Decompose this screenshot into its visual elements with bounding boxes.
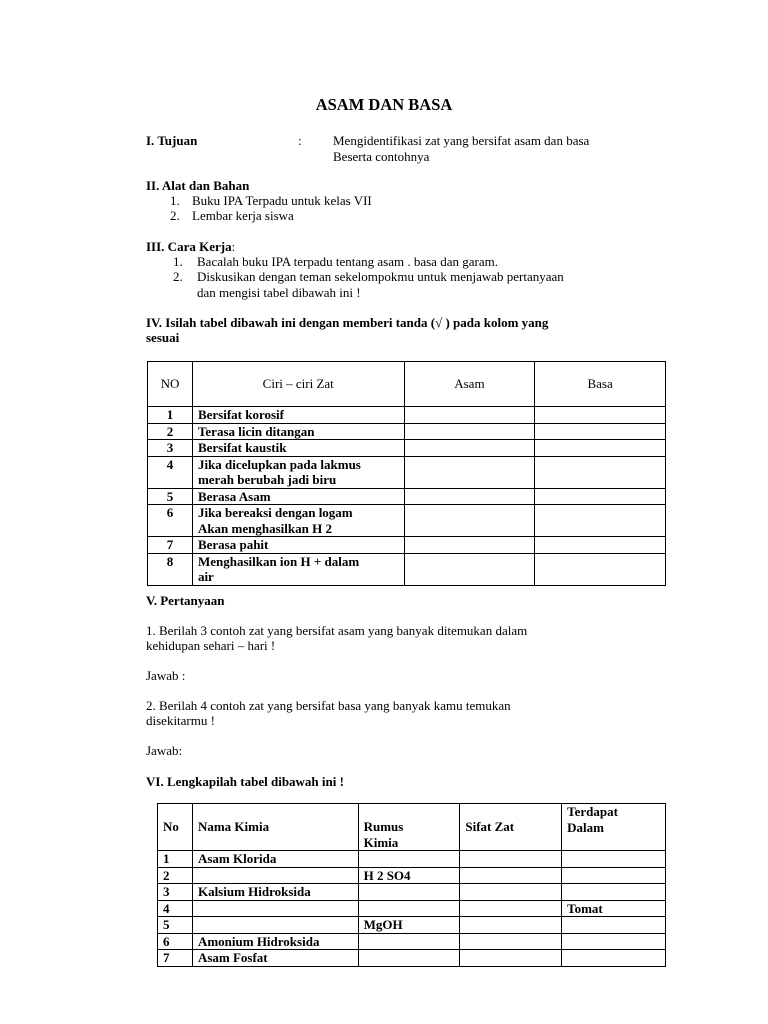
table-row [148,440,666,457]
header-ciri: Ciri – ciri Zat [192,362,404,407]
table-row [158,950,666,967]
asam-check-cell[interactable] [404,505,535,537]
table-row [158,884,666,901]
row-sifat[interactable] [460,950,562,967]
cara-item-2-cont: dan mengisi tabel dibawah ini ! [197,285,361,300]
table-row [158,900,666,917]
row-ciri-line2: Akan menghasilkan H 2 [197,520,332,536]
row-nama[interactable]: Amonium Hidroksida [192,933,358,950]
row-ciri: Bersifat korosif [192,407,404,424]
characteristics-table [147,361,666,586]
row-no: 8 [148,553,193,585]
asam-check-cell[interactable] [404,553,535,585]
row-terdapat[interactable] [562,950,666,967]
cara-item-2-num: 2. [173,269,183,284]
question2-line1: 2. Berilah 4 contoh zat yang bersifat basa yang banyak kamu temukan [146,698,511,713]
basa-check-cell[interactable] [535,537,666,554]
row-terdapat[interactable] [562,867,666,884]
asam-check-cell[interactable] [404,537,535,554]
page-title: ASAM DAN BASA [315,95,453,114]
row-rumus[interactable] [358,933,460,950]
cara-heading-text: III. Cara Kerja [146,239,232,254]
row-no: 4 [148,456,193,488]
section4-line2: sesuai [146,330,180,345]
header-basa: Basa [535,362,666,407]
table-row [148,505,666,537]
table-row [158,867,666,884]
row-ciri: Terasa licin ditangan [192,423,404,440]
tujuan-colon: : [298,133,302,148]
row-no: 3 [158,884,193,901]
row-rumus[interactable]: H 2 SO4 [358,867,460,884]
tujuan-label: I. Tujuan [146,133,198,148]
row-no: 7 [158,950,193,967]
row-ciri: Bersifat kaustik [192,440,404,457]
row-terdapat[interactable]: Tomat [562,900,666,917]
header-nama: Nama Kimia [192,804,358,851]
header-rumus [358,804,460,851]
section5-heading: V. Pertanyaan [146,593,225,608]
row-nama[interactable] [192,900,358,917]
row-no: 2 [158,867,193,884]
header-no: No [158,804,193,851]
row-no: 1 [158,851,193,868]
basa-check-cell[interactable] [535,553,666,585]
row-ciri: Berasa pahit [192,537,404,554]
row-no: 4 [158,900,193,917]
asam-check-cell[interactable] [404,423,535,440]
row-sifat[interactable] [460,917,562,934]
section4-line1: IV. Isilah tabel dibawah ini dengan memberi tanda (√ ) pada kolom yang [146,315,549,330]
tujuan-line2: Beserta contohnya [333,149,430,164]
table-row [148,537,666,554]
row-no: 7 [148,537,193,554]
row-no: 6 [158,933,193,950]
table-row [148,488,666,505]
row-ciri-line1: Jika bereaksi dengan logam [197,505,353,520]
table-row [148,423,666,440]
row-rumus[interactable]: MgOH [358,917,460,934]
row-sifat[interactable] [460,884,562,901]
table-header-row [158,804,666,851]
row-sifat[interactable] [460,900,562,917]
row-sifat[interactable] [460,851,562,868]
table-row [158,851,666,868]
section6-heading: VI. Lengkapilah tabel dibawah ini ! [146,774,344,789]
row-ciri-line1: Menghasilkan ion H + dalam [197,553,360,569]
basa-check-cell[interactable] [535,407,666,424]
question1-line1: 1. Berilah 3 contoh zat yang bersifat asam yang banyak ditemukan dalam [146,623,528,638]
row-ciri-line2: merah berubah jadi biru [197,472,337,487]
cara-item-1-num: 1. [173,254,183,269]
row-no: 6 [148,505,193,537]
row-no: 2 [148,423,193,440]
header-no: NO [148,362,193,407]
row-ciri [192,505,404,537]
row-ciri-line2: air [197,569,214,584]
header-asam: Asam [404,362,535,407]
row-terdapat[interactable] [562,917,666,934]
table-row [158,933,666,950]
answer2-label: Jawab: [146,743,183,758]
row-rumus[interactable] [358,851,460,868]
alat-item-2-text: Lembar kerja siswa [192,208,294,223]
header-rumus-line1: Rumus [363,819,404,834]
header-terdapat-line1: Terdapat [567,804,618,819]
table-row [148,553,666,585]
row-nama[interactable] [192,917,358,934]
cara-heading-colon: : [231,239,236,254]
table-row [148,456,666,488]
table-row [158,917,666,934]
header-sifat: Sifat Zat [460,804,562,851]
row-ciri: Berasa Asam [192,488,404,505]
cara-item-1-text: Bacalah buku IPA terpadu tentang asam . basa dan garam. [197,254,498,269]
row-terdapat[interactable] [562,884,666,901]
row-rumus[interactable] [358,950,460,967]
row-nama[interactable]: Asam Fosfat [192,950,358,967]
asam-check-cell[interactable] [404,407,535,424]
row-ciri [192,456,404,488]
alat-heading: II. Alat dan Bahan [146,178,250,193]
asam-check-cell[interactable] [404,456,535,488]
asam-check-cell[interactable] [404,488,535,505]
alat-item-1-text: Buku IPA Terpadu untuk kelas VII [192,193,372,208]
tujuan-line1: Mengidentifikasi zat yang bersifat asam dan basa [333,133,590,148]
alat-item-1-num: 1. [170,193,180,208]
cara-item-2-text: Diskusikan dengan teman sekelompokmu untuk menjawab pertanyaan [197,269,564,284]
table-row [148,407,666,424]
row-nama[interactable]: Asam Klorida [192,851,358,868]
cara-heading [146,239,235,255]
header-terdapat-line2: Dalam [567,819,604,835]
row-sifat[interactable] [460,933,562,950]
row-rumus[interactable] [358,900,460,917]
alat-item-2-num: 2. [170,208,180,223]
asam-check-cell[interactable] [404,440,535,457]
row-no: 5 [158,917,193,934]
basa-check-cell[interactable] [535,456,666,488]
row-terdapat[interactable] [562,851,666,868]
basa-check-cell[interactable] [535,440,666,457]
row-ciri [192,553,404,585]
header-terdapat [562,804,666,851]
basa-check-cell[interactable] [535,488,666,505]
chemical-table [157,803,666,967]
row-no: 5 [148,488,193,505]
basa-check-cell[interactable] [535,505,666,537]
row-nama[interactable] [192,867,358,884]
basa-check-cell[interactable] [535,423,666,440]
row-rumus[interactable] [358,884,460,901]
table-header-row [148,362,666,407]
question1-line2: kehidupan sehari – hari ! [146,638,276,653]
row-no: 3 [148,440,193,457]
question2-line2: disekitarmu ! [146,713,215,728]
row-no: 1 [148,407,193,424]
row-ciri-line1: Jika dicelupkan pada lakmus [197,456,361,472]
row-sifat[interactable] [460,867,562,884]
answer1-label: Jawab : [146,668,186,683]
row-nama[interactable]: Kalsium Hidroksida [192,884,358,901]
row-terdapat[interactable] [562,933,666,950]
header-rumus-line2: Kimia [363,834,399,850]
